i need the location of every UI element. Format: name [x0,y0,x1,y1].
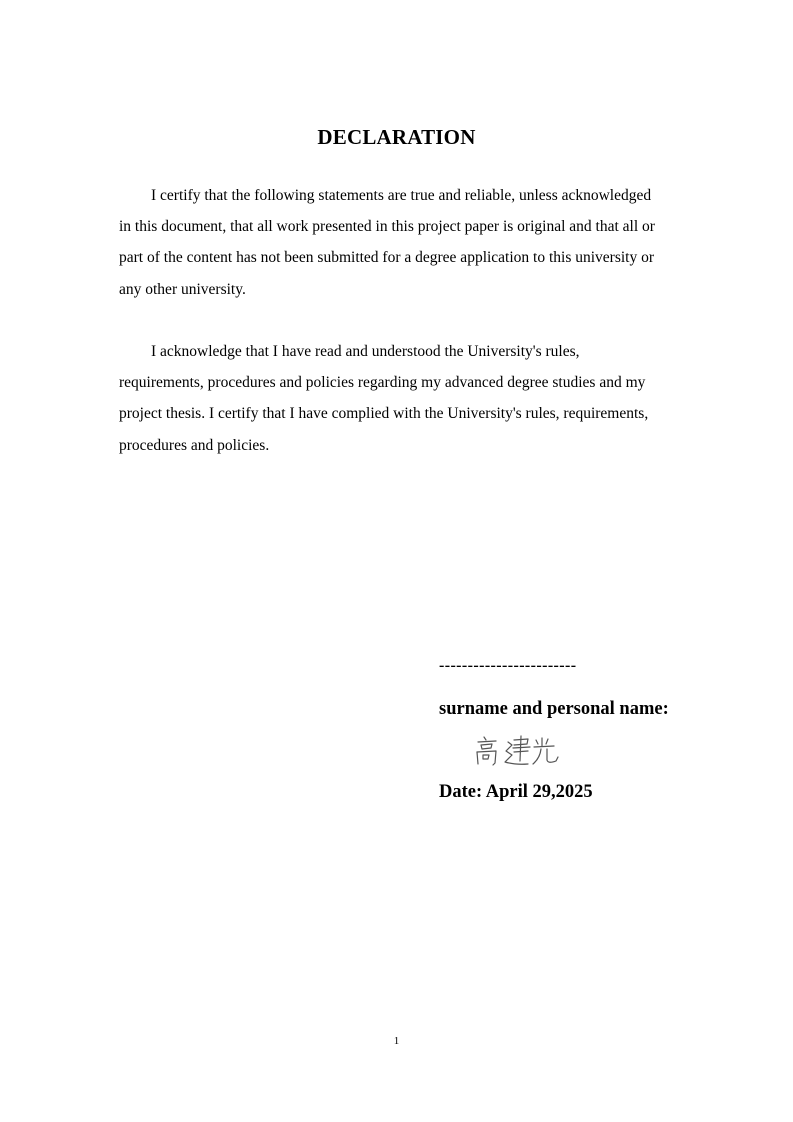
paragraph2-line-3: project thesis. I certify that I have complied with the University's rules, requirements, [119,405,649,422]
paragraph1-line-2: in this document, that all work presented in this project paper is original and that all or [119,218,655,235]
page-number: 1 [393,1035,400,1047]
paragraph2-line-1: I acknowledge that I have read and understood the University's rules, [151,343,580,360]
signature-date: Date: April 29,2025 [439,782,593,802]
paragraph2-line-4: procedures and policies. [119,437,270,454]
page-title: DECLARATION [317,125,476,149]
handwritten-signature [470,728,585,772]
paragraph1-line-3: part of the content has not been submitted for a degree application to this university or [119,249,655,266]
paragraph2-line-2: requirements, procedures and policies regarding my advanced degree studies and my [119,374,646,391]
signature-line: ------------------------ [439,657,577,674]
name-label: surname and personal name: [439,699,669,719]
paragraph1-line-4: any other university. [119,281,246,298]
paragraph1-line-1: I certify that the following statements are true and reliable, unless acknowledged [151,187,652,204]
